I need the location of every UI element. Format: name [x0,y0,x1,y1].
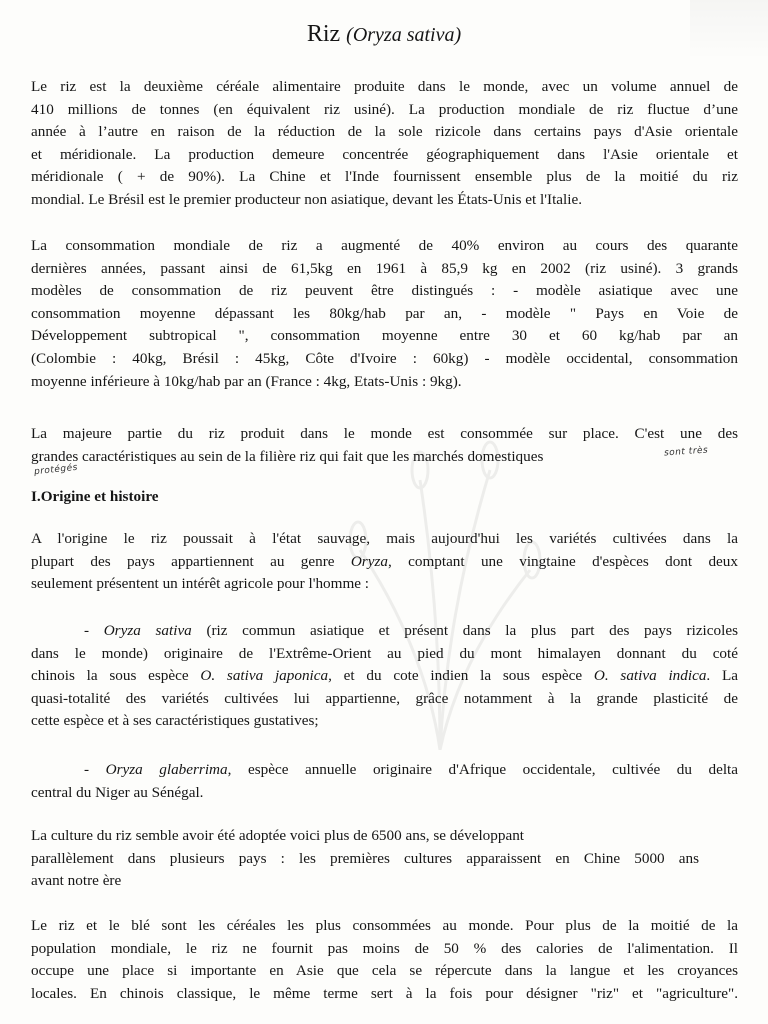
text-line: central du Niger au Sénégal. [31,783,204,801]
title-latin-name: (Oryza sativa) [346,24,462,46]
text-line: 410 millions de tonnes (en équivalent riz usiné). La production mondiale de riz fluctue d’une [31,100,738,118]
text-line: dans le monde) originaire de l'Extrême-Orient au pied du mont himalayen donnant du coté [31,644,738,662]
paragraph-importance [31,915,738,1005]
text-line: Le riz est la deuxième céréale alimentaire produite dans le monde, avec un volume annuel de [31,78,738,95]
text-line: avant notre ère [31,872,122,890]
genus-name: Oryza [350,552,388,570]
handwritten-annotation: protégés [33,462,79,478]
text-line: mondial. Le Brésil est le premier producteur non asiatique, devant les États-Unis et l'Italie. [31,190,583,208]
text-line: modèles de consommation de riz peuvent être distingués : - modèle asiatique avec une [31,282,738,300]
text-fragment: , espèce annuelle originaire d'Afrique occidentale, cultivée du delta [227,761,738,778]
species-name: Oryza sativa [103,622,192,639]
paragraph-history [31,825,699,893]
text-line: occupe une place si importante en Asie que cela se répercute dans la langue et les croyances [31,962,738,980]
species-name: Oryza glaberrima [105,761,228,778]
paragraph-consumption [31,235,738,393]
text-line: quasi-totalité des variétés cultivées lui appartienne, grâce notamment à la grande plasticité de [31,689,738,707]
text-line: méridionale ( + de 90%). La Chine et l'Inde fournissent ensemble plus de la moitié du riz [31,168,738,186]
text-line: cette espèce et à ses caractéristiques gustatives; [31,712,319,730]
text-line [31,551,738,574]
text-line: consommation moyenne dépassant les 80kg/hab par an, - modèle " Pays en Voie de [31,304,738,322]
list-dash: - [84,761,106,778]
text-line: Le riz et le blé sont les céréales les plus consommées au monde. Pour plus de la moitié de la [31,917,738,934]
text-fragment: . La [706,667,739,685]
text-line [31,620,738,643]
text-line: parallèlement dans plusieurs pays : les premières cultures apparaissent en Chine 5000 ans [31,849,699,867]
text-line: dernières années, passant ainsi de 61,5kg en 1961 à 85,9 kg en 2002 (riz usiné). 3 grands [31,259,738,277]
text-line [31,665,738,688]
text-line: (Colombie : 40kg, Brésil : 45kg, Côte d'Ivoire : 60kg) - modèle occidental, consommation [31,349,738,367]
section-heading: I.Origine et histoire [31,488,159,505]
subspecies-name: O. sativa japonica [200,667,329,685]
title-main: Riz [306,21,341,47]
text-line: A l'origine le riz poussait à l'état sauvage, mais aujourd'hui les variétés cultivées dans la [31,530,738,547]
text-fragment: , comptant une vingtaine d'espèces dont deux [387,552,738,570]
text-line: Développement subtropical ", consommation moyenne entre 30 et 60 kg/hab par an [31,327,738,345]
list-item-oryza-sativa [31,620,738,733]
text-line [31,759,738,782]
subspecies-name: O. sativa indica [593,667,707,685]
text-line: La consommation mondiale de riz a augmenté de 40% environ au cours des quarante [31,237,738,254]
text-fragment: , et du cote indien la sous espèce [328,667,594,685]
text-line: locales. En chinois classique, le même terme sert à la fois pour désigner "riz" et "agriculture". [31,984,738,1002]
text-fragment: chinois la sous espèce [31,667,201,685]
list-item-oryza-glaberrima [31,759,738,804]
text-fragment: (riz commun asiatique et présent dans la plus part des pays rizicoles [191,622,738,639]
text-line: moyenne inférieure à 10kg/hab par an (France : 4kg, Etats-Unis : 9kg). [31,372,462,390]
text-line: grandes caractéristiques au sein de la filière riz qui fait que les marchés domestiques [31,447,544,465]
text-line: seulement présentent un intérêt agricole pour l'homme : [31,575,370,593]
text-line: et méridionale. La production demeure concentrée géographiquement dans l'Asie orientale et [31,145,738,163]
text-line: La culture du riz semble avoir été adoptée voici plus de 6500 ans, se développant [31,827,525,844]
list-dash: - [84,622,104,639]
text-line: année à l’autre en raison de la réduction de la sole rizicole dans certains pays d'Asie orientale [31,123,738,141]
paragraph-production [31,76,738,212]
text-line: La majeure partie du riz produit dans le monde est consommée sur place. C'est une des [31,425,738,442]
text-fragment: plupart des pays appartiennent au genre [31,552,335,570]
text-line: population mondiale, le riz ne fournit pas moins de 50 % des calories de l'alimentation. Il [31,939,738,957]
page-title [0,18,768,51]
handwritten-annotation: sont très [663,445,709,459]
paragraph-origin [31,528,738,596]
